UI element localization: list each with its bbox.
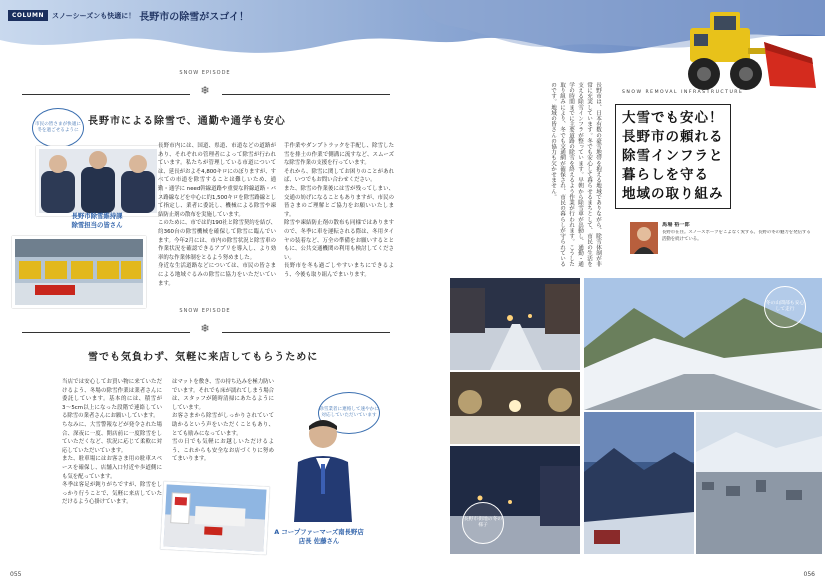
divider [222,94,390,95]
section1-heading: 長野市による除雪で、通勤や通学も安心 [88,116,286,127]
right-title-box [615,104,731,209]
speech-bubble-2: 除雪業者に連絡して速やかに対応していただいています [318,392,380,434]
page-number-left: 055 [10,571,22,578]
staff-caption: 長野市除雪維持課 除雪担当の皆さん [71,212,123,229]
author-name: 馬場 裕一郎 [662,222,690,228]
photo-caption-2: 長野市街地の冬の様子 [462,502,504,544]
snowflake-icon: ❄ [200,322,210,335]
store-manager-caption: A コープファーマーズ南長野店 店長 佐藤さん [274,528,364,545]
column-header [8,8,249,23]
night-avenue-photo [450,372,580,444]
divider [22,332,190,333]
store-photo [160,481,269,554]
snowplow-fleet-photo [12,236,146,308]
column-title: 長野市の除雪がスゴイ！ [139,12,249,23]
infrastructure-tag: SNOW REMOVAL INFRASTRUCTURE [622,90,744,95]
title-line: 地域の取り組み [622,186,724,202]
snowflake-icon: ❄ [200,84,210,97]
title-line: 大雪でも安心！ [622,110,724,126]
snow-episode-tag-2: SNOW EPISODE [179,308,231,314]
divider [222,332,390,333]
title-line: 除雪インフラと [622,148,724,164]
column-subtitle: スノーシーズンも快適に！ [51,11,136,20]
section2-heading: 雪でも気負わず、気軽に来店してもらうために [88,352,319,363]
section1-body-right: 手作業やダンプトラックを手配し、除雪した雪を排土の作業で側溝に流すなど、スムーズな除雪作業の支援を行っています。 それから、除雪に関してお困りのことがあれば、いつでもお問い合わせください。 また、除雪の作業後には雪が残ってしまい、交通の妨げになることもありますが、市民の皆さまのご理解とご協力をお願いいたします。 除雪や凍結防止剤の散布も同様ではありますので、冬季に車を運転される際は、冬用タイヤの装着など、万全の準備をお願いするとともに、公共交通機関の利用も検討してください。 長野市を冬も過ごしやすいまちにできるよう、今後も取り組んでまいります。 [284,143,394,278]
store-manager-photo [288,412,358,522]
column-tag: COLUMN [8,10,48,21]
section2-body-right: はマットを敷き、雪の持ち込みを極力防いでいます。それでも床が濡れてしまう場合は、スタッフが随時清掃にあたるようにしています。 お客さまから除雪がしっかりされていて助かるという声をいただくこともあり、とても励みになっています。 雪の日でも気軽にお越しいただけるよう、これからも安全なお店づくりに努めてまいります。 [172,379,274,463]
title-line: 長野市の頼れる [622,129,724,145]
author-avatar [630,222,658,254]
author-bio: 長野市在住。スノースポーツをこよなく愛する。長野の冬の魅力を発信する活動を続けている。 [662,230,811,242]
section2-body-left: 当店では安心してお買い物に来ていただけるよう、冬場の除雪作業は業者さんに委託しています。基本的には、積雪が3〜5cm以上になった段階で連絡している除雪の業者さんにお願いしています。 ちなみに、大雪警報などが発令された場合、深夜に一度、開店前に一度除雪をしていただくなど、状況に応じて柔軟に対応していただいています。 また、駐車場にはお客さま用の駐車スペースを確保し、店舗入口付近や歩道側にも気を配っています。 冬季は客足が鈍りがちですが、除雪をしっかり行うことで、気軽に来店していただけるよう心掛けています。 [62,379,162,506]
right-vertical-body: 長野市は、日本有数の豪雪地帯を抱える地域でありながら、除雪体制が非常に充実しています。冬でも安心して暮らせるまちとして、市民の生活を支える除雪インフラが整っています。早朝から除雪車が出動し、通勤・通学の時間までに主要道路の除雪を終えるよう作業が行われます。こうした取り組みにより、冬でも交通網が確保され、市民の暮らしが守られているのです。地域の皆さんの協力も欠かせません。 [550,82,601,267]
title-line: 暮らしを守る [622,167,709,183]
snowy-street-photo [450,278,580,370]
staff-photo [36,146,160,216]
photo-caption-1: 冬の山間部も安心して走行 [764,286,806,328]
page-number-right: 056 [803,571,815,578]
section1-body-left: 長野市内には、国道、県道、市道などの道路があり、それぞれの管理者によって除雪が行われています。私たちが管理している市道については、延長がおよそ4,800キロにのぼりますが、すべての市道を除雪することは難しいため、通勤・通学に need幹線道路や重要な幹線道路・バス路線などを中心に約1,500キロを除雪路線として指定し、業者に委託し、機械による除雪や凍結防止剤の散布を実施しています。 このために、市では約190社と除雪契約を結び、約360台の除雪機械を確保して除雪に臨んでいます。今年2月には、市内の除雪状況と除雪車の作業状況を確認できるアプリを導入し、より効率的な作業体制をとるよう努めました。 身近な生活道路などについては、市民の皆さまによる地域ぐるみの除雪に協力をいただいています。 [158,143,276,287]
snow-episode-tag-1: SNOW EPISODE [179,70,231,76]
city-snow-photo [696,412,822,554]
snow-plow-truck-image [680,8,820,98]
speech-bubble-1: 市民の皆さまが快適に冬を過ごせるように [32,108,84,148]
divider [22,94,190,95]
sunset-mountain-photo [584,412,694,554]
